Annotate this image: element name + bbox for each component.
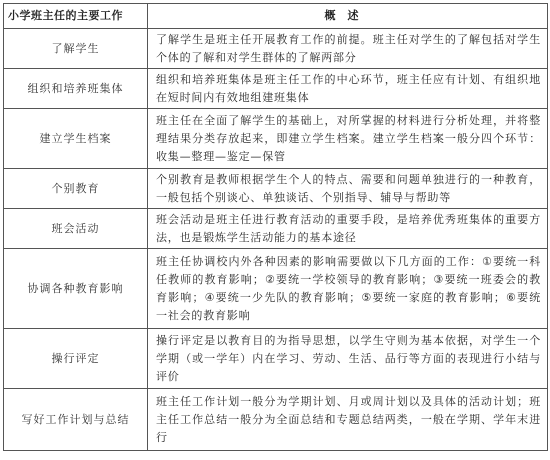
row-category: 组织和培养班集体 [4,69,148,109]
row-description: 个别教育是教师根据学生个人的特点、需要和问题单独进行的一种教育，一般包括个别谈心、单独谈话、个别指导、辅导与帮助等 [148,169,548,209]
header-overview: 概述 [148,4,548,29]
row-description: 操行评定是以教育目的为指导思想，以学生守则为基本依据，对学生一个学期（或一学年）内在学习、劳动、生活、品行等方面的表现进行小结与评价 [148,329,548,389]
row-category: 协调各种教育影响 [4,249,148,329]
table-row [4,69,548,109]
row-description: 组织和培养班集体是班主任工作的中心环节，班主任应有计划、有组织地在短时间内有效地组建班集体 [148,69,548,109]
row-category: 班会活动 [4,209,148,249]
table-row [4,109,548,169]
header-row [4,4,548,29]
table-row [4,29,548,69]
row-description: 班会活动是班主任进行教育活动的重要手段，是培养优秀班集体的重要方法，也是锻炼学生活动能力的基本途径 [148,209,548,249]
row-category: 操行评定 [4,329,148,389]
row-description: 班主任工作计划一般分为学期计划、月或周计划以及具体的活动计划；班主任工作总结一般分为全面总结和专题总结两类，一般在学期、学年末进行 [148,389,548,451]
row-description: 了解学生是班主任开展教育工作的前提。班主任对学生的了解包括对学生个体的了解和对学生群体的了解两部分 [148,29,548,69]
table-row [4,169,548,209]
row-category: 建立学生档案 [4,109,148,169]
table-row [4,249,548,329]
header-duties: 小学班主任的主要工作 [4,4,148,29]
row-description: 班主任协调校内外各种因素的影响需要做以下几方面的工作：①要统一科任教师的教育影响；②要统一学校领导的教育影响；③要统一班委会的教育影响；④要统一少先队的教育影响；⑤要统一家庭的教育影响；⑥要统一社会的教育影响 [148,249,548,329]
row-category: 了解学生 [4,29,148,69]
table-row [4,329,548,389]
table-row [4,389,548,451]
duties-table [3,3,548,451]
row-category: 写好工作计划与总结 [4,389,148,451]
row-description: 班主任在全面了解学生的基础上，对所掌握的材料进行分析处理，并将整理结果分类存放起来，即建立学生档案。建立学生档案一般分四个环节：收集—整理—鉴定—保管 [148,109,548,169]
row-category: 个别教育 [4,169,148,209]
table-row [4,209,548,249]
